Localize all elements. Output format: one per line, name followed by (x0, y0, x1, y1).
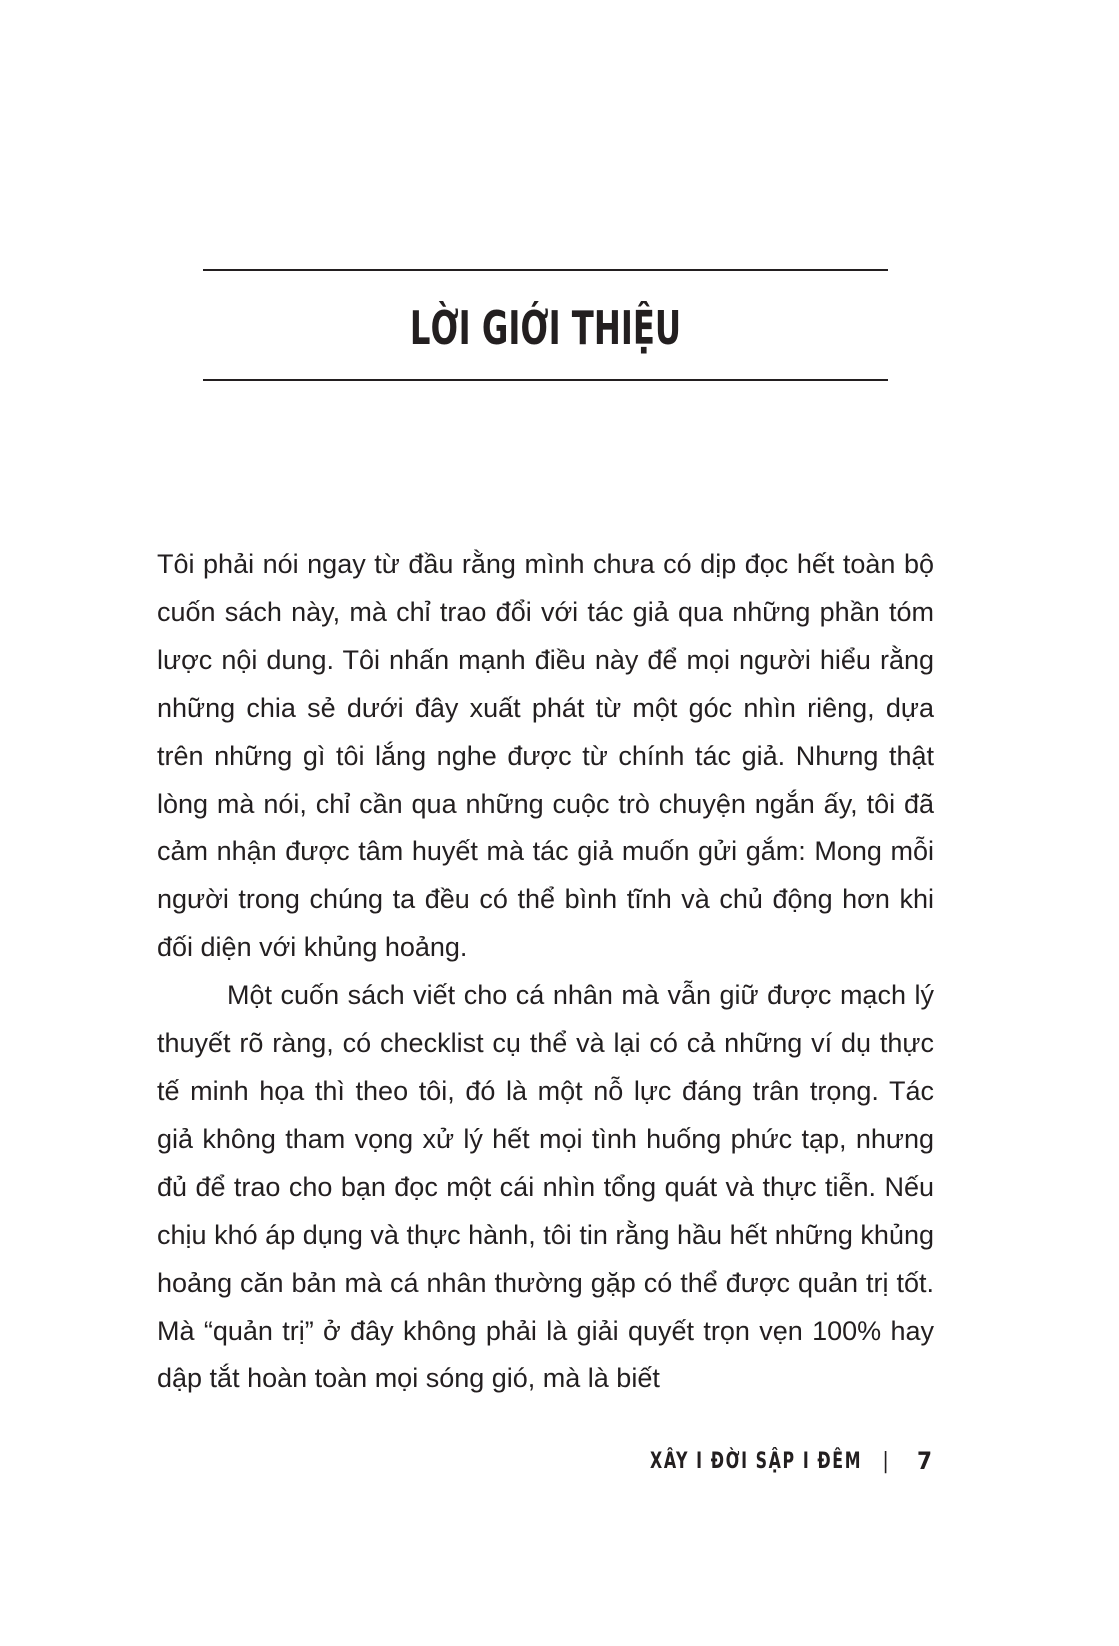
page-footer (560, 1441, 934, 1481)
body-text (157, 541, 934, 1403)
title-rule-top (203, 269, 888, 271)
paragraph-1: Tôi phải nói ngay từ đầu rằng mình chưa có dịp đọc hết toàn bộ cuốn sách này, mà chỉ trao đổi với tác giả qua những phần tóm lược nội dung. Tôi nhấn mạnh điều này để mọi người hiểu rằng những chia sẻ dưới đây xuất phát từ một góc nhìn riêng, dựa trên những gì tôi lắng nghe được từ chính tác giả. Nhưng thật lòng mà nói, chỉ cần qua những cuộc trò chuyện ngắn ấy, tôi đã cảm nhận được tâm huyết mà tác giả muốn gửi gắm: Mong mỗi người trong chúng ta đều có thể bình tĩnh và chủ động hơn khi đối diện với khủng hoảng. (157, 549, 934, 963)
title-rule-bottom (203, 379, 888, 381)
paragraph-2: Một cuốn sách viết cho cá nhân mà vẫn giữ được mạch lý thuyết rõ ràng, có checklist cụ thể và lại có cả những ví dụ thực tế minh họa thì theo tôi, đó là một nỗ lực đáng trân trọng. Tác giả không tham vọng xử lý hết mọi tình huống phức tạp, nhưng đủ để trao cho bạn đọc một cái nhìn tổng quát và thực tiễn. Nếu chịu khó áp dụng và thực hành, tôi tin rằng hầu hết những khủng hoảng căn bản mà cá nhân thường gặp có thể được quản trị tốt. Mà “quản trị” ở đây không phải là giải quyết trọn vẹn 100% hay dập tắt hoàn toàn mọi sóng gió, mà là biết (157, 980, 934, 1394)
page-number: 7 (916, 1447, 934, 1475)
running-book-title: XÂY I ĐỜI SẬP I ĐÊM (650, 1448, 863, 1474)
footer-separator: | (882, 1448, 891, 1474)
page-title: LỜI GIỚI THIỆU (409, 301, 682, 355)
